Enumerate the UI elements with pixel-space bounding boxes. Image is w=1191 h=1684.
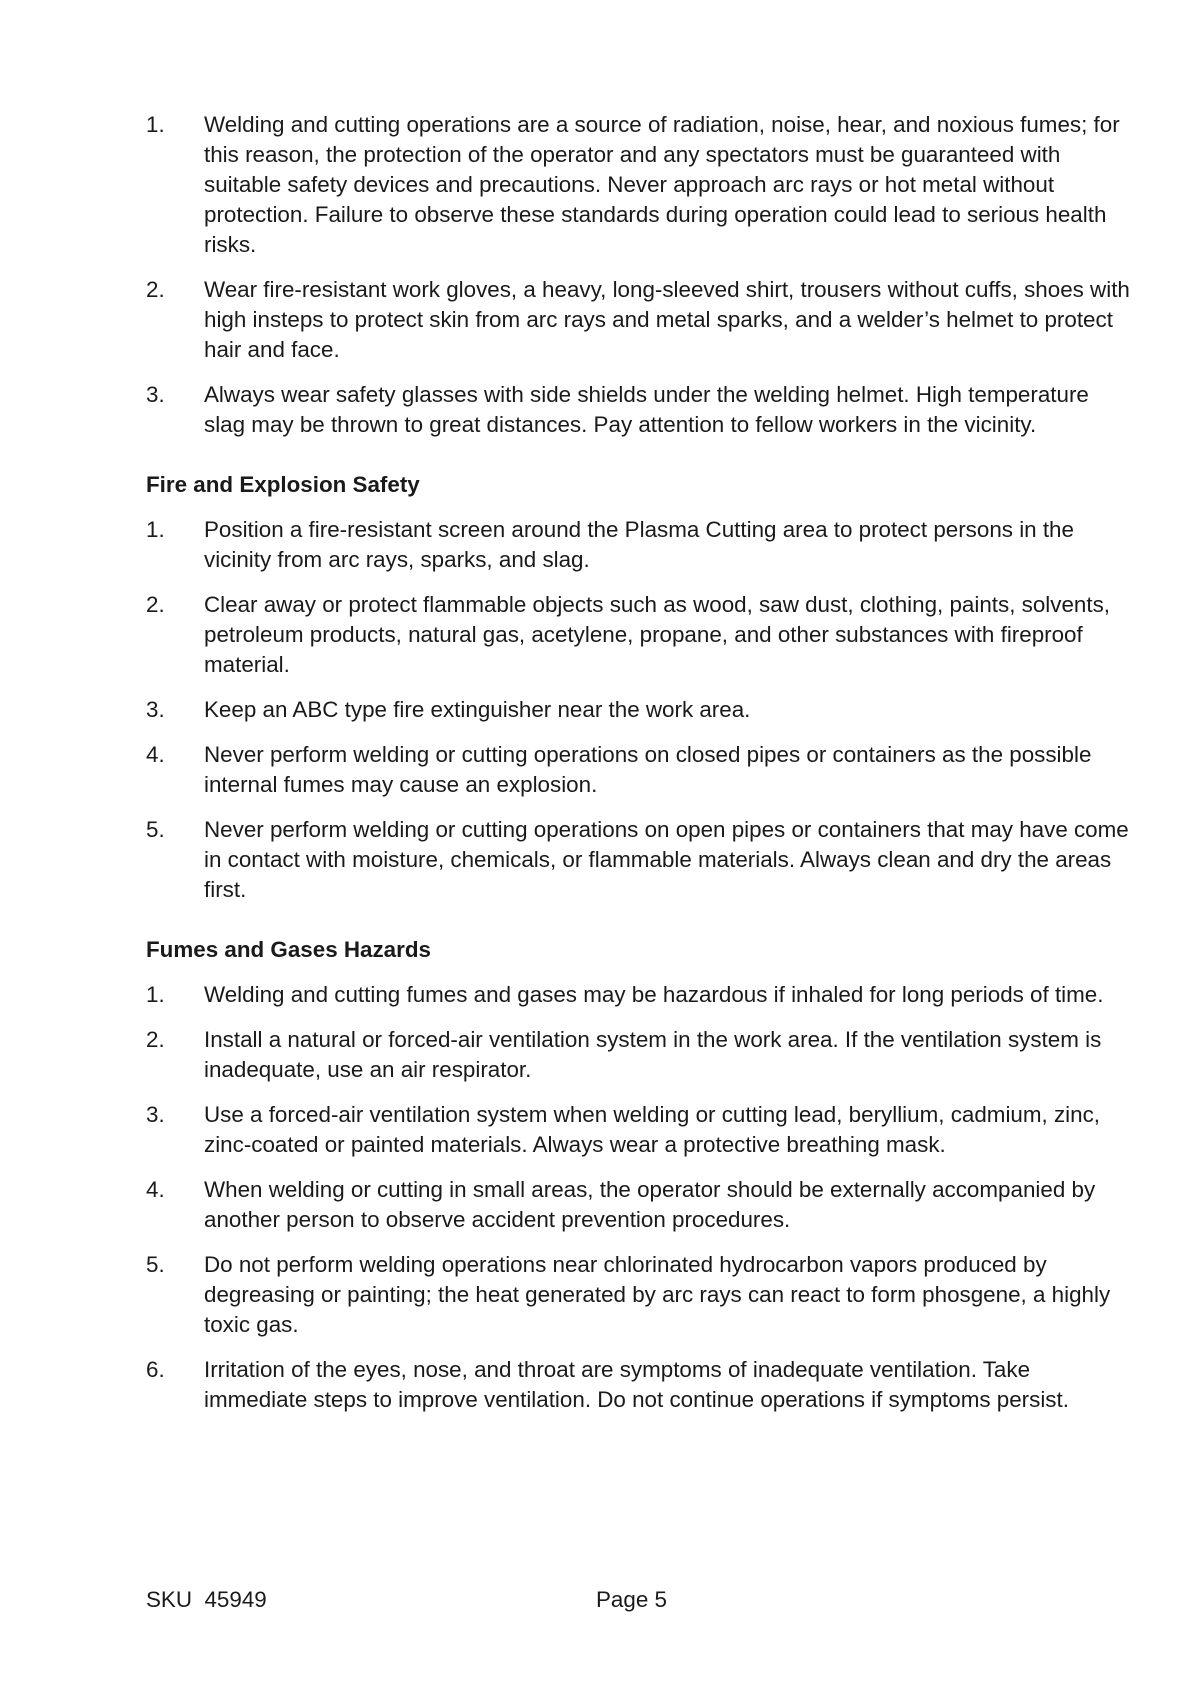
item-number: 3. [146, 1102, 165, 1127]
list-item [146, 695, 1136, 725]
list-item [146, 515, 1136, 575]
item-number: 2. [146, 592, 165, 617]
list-item [146, 275, 1136, 365]
item-number: 3. [146, 697, 165, 722]
fire-explosion-list [146, 515, 1136, 905]
item-number: 3. [146, 382, 165, 407]
list-item [146, 1250, 1136, 1340]
fire-explosion-heading: Fire and Explosion Safety [146, 472, 420, 497]
sku-label: SKU 45949 [146, 1587, 267, 1612]
list-item [146, 815, 1136, 905]
page-number: Page 5 [596, 1587, 667, 1612]
item-text: Irritation of the eyes, nose, and throat are symptoms of inadequate ventilation. Take immediate steps to improve ventilation. Do not continue operations if symptoms persist. [204, 1357, 1069, 1412]
list-item [146, 1100, 1136, 1160]
general-safety-list [146, 110, 1136, 440]
item-number: 4. [146, 1177, 165, 1202]
list-item [146, 110, 1136, 260]
item-text: Position a fire-resistant screen around the Plasma Cutting area to protect persons in the vicinity from arc rays, sparks, and slag. [204, 517, 1074, 572]
item-text: Keep an ABC type fire extinguisher near the work area. [204, 697, 751, 722]
item-number: 2. [146, 1027, 165, 1052]
item-number: 5. [146, 1252, 165, 1277]
item-number: 1. [146, 982, 165, 1007]
item-number: 6. [146, 1357, 165, 1382]
fumes-gases-list [146, 980, 1136, 1415]
list-item [146, 590, 1136, 680]
item-text: Use a forced-air ventilation system when welding or cutting lead, beryllium, cadmium, zinc, zinc-coated or painted materials. Always wear a protective breathing mask. [204, 1102, 1101, 1157]
item-text: Never perform welding or cutting operations on open pipes or containers that may have come in contact with moisture, chemicals, or flammable materials. Always clean and dry the areas first. [204, 817, 1129, 902]
item-text: When welding or cutting in small areas, the operator should be externally accompanied by another person to observe accident prevention procedures. [204, 1177, 1096, 1232]
item-text: Wear fire-resistant work gloves, a heavy, long-sleeved shirt, trousers without cuffs, shoes with high insteps to protect skin from arc rays and metal sparks, and a welder’s helmet to protect hair and face. [204, 277, 1130, 362]
list-item [146, 740, 1136, 800]
item-text: Do not perform welding operations near chlorinated hydrocarbon vapors produced by degreasing or painting; the heat generated by arc rays can react to form phosgene, a highly toxic gas. [204, 1252, 1111, 1337]
item-number: 1. [146, 112, 165, 137]
item-text: Welding and cutting fumes and gases may be hazardous if inhaled for long periods of time. [204, 982, 1104, 1007]
item-number: 4. [146, 742, 165, 767]
item-text: Install a natural or forced-air ventilation system in the work area. If the ventilation system is inadequate, use an air respirator. [204, 1027, 1102, 1082]
list-item [146, 1355, 1136, 1415]
item-number: 1. [146, 517, 165, 542]
fumes-gases-heading: Fumes and Gases Hazards [146, 937, 431, 962]
item-number: 5. [146, 817, 165, 842]
list-item [146, 1175, 1136, 1235]
list-item [146, 1025, 1136, 1085]
item-text: Clear away or protect flammable objects such as wood, saw dust, clothing, paints, solvents, petroleum products, natural gas, acetylene, propane, and other substances with fireproof material. [204, 592, 1111, 677]
list-item [146, 380, 1136, 440]
list-item [146, 980, 1136, 1010]
item-number: 2. [146, 277, 165, 302]
item-text: Welding and cutting operations are a source of radiation, noise, hear, and noxious fumes; for this reason, the protection of the operator and any spectators must be guaranteed with suitable safety devices and precautions. Never approach arc rays or hot metal without protection. Failure to observe these standards during operation could lead to serious health risks. [204, 112, 1120, 257]
item-text: Always wear safety glasses with side shields under the welding helmet. High temperature slag may be thrown to great distances. Pay attention to fellow workers in the vicinity. [204, 382, 1089, 437]
page-content [146, 110, 1136, 1430]
item-text: Never perform welding or cutting operations on closed pipes or containers as the possible internal fumes may cause an explosion. [204, 742, 1092, 797]
